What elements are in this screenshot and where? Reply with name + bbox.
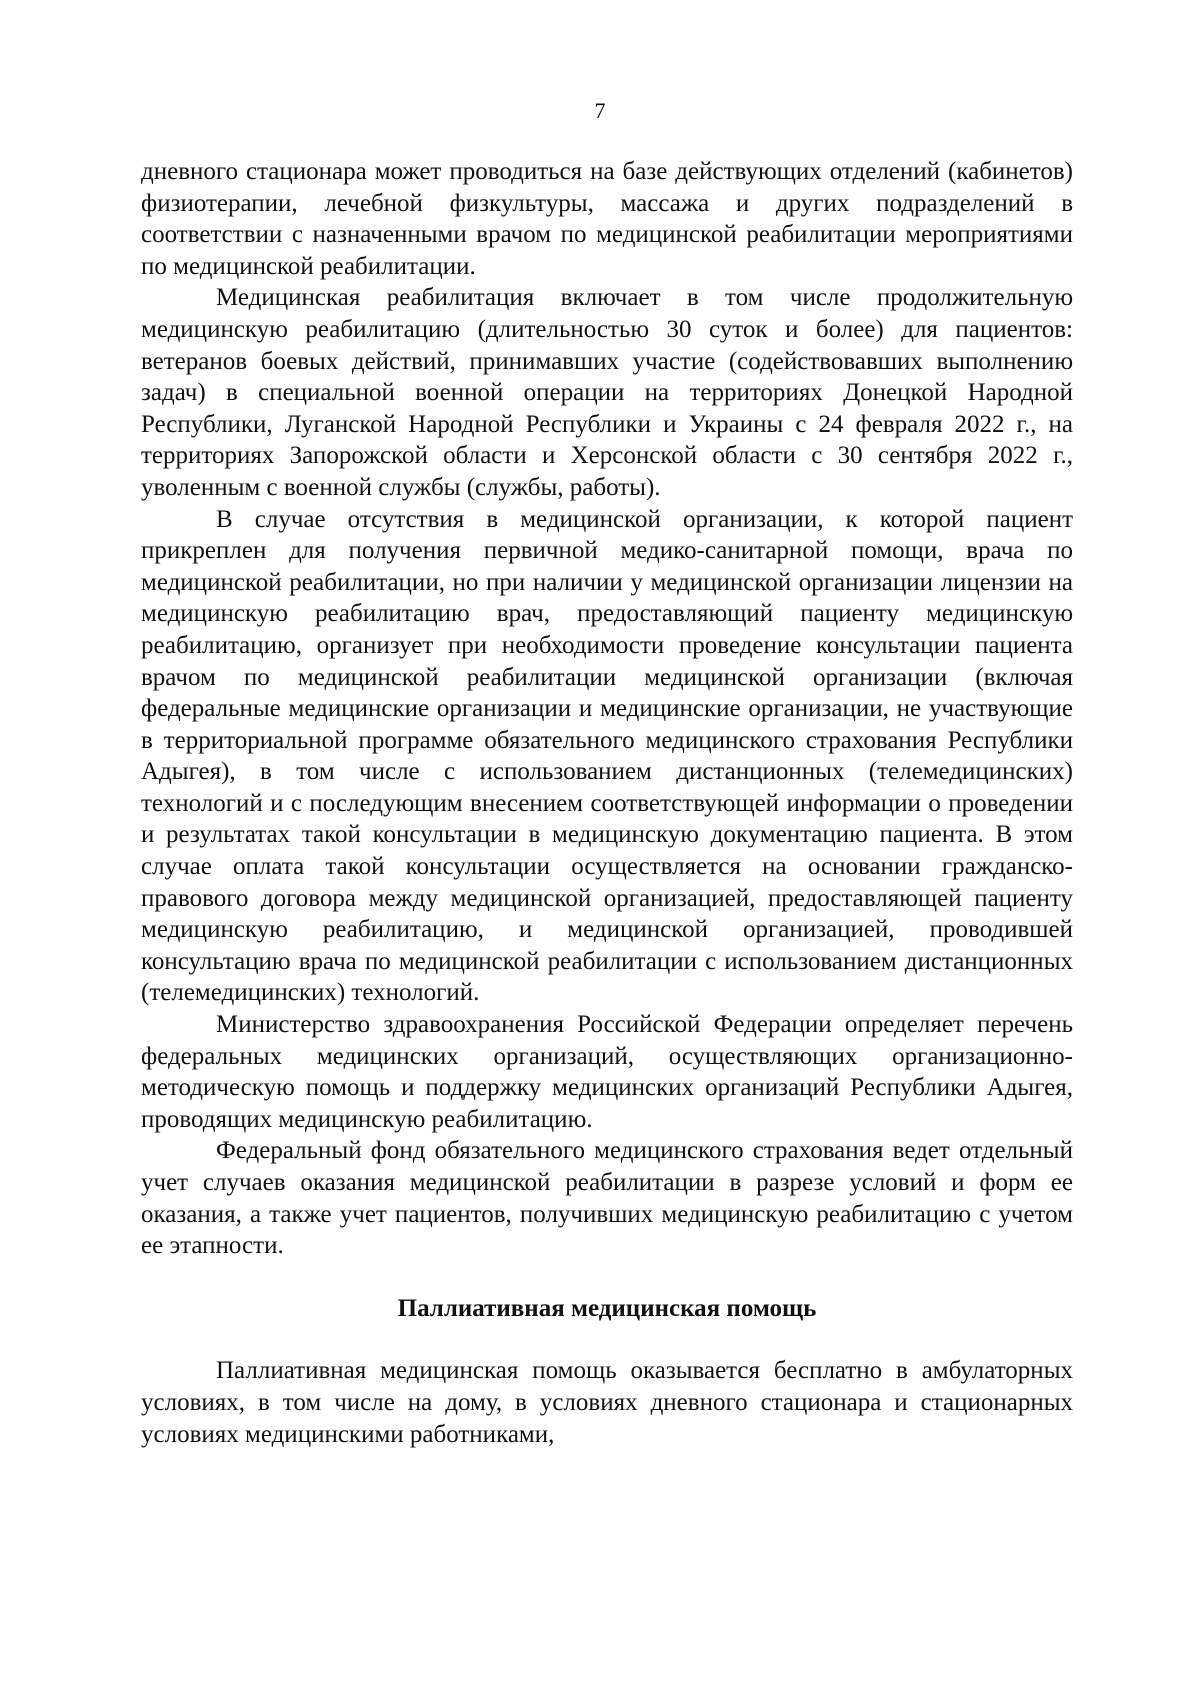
paragraph-continuation: дневного стационара может проводиться на базе действующих отделений (кабинетов) физиотерапии, лечебной физкультуры, массажа и других подразделений в соответствии с назначенными врачом по медицинской реабилитации мероприятиями по медицинской реабилитации.	[141, 158, 1073, 280]
paragraph-palliative: Паллиативная медицинская помощь оказывается бесплатно в амбулаторных условиях, в том числе на дому, в условиях дневного стационара и стационарных условиях медицинскими работниками,	[141, 1357, 1073, 1448]
document-body	[141, 156, 1073, 1450]
page-number: 7	[594, 98, 606, 123]
paragraph-telemedicine-consultation: В случае отсутствия в медицинской организации, к которой пациент прикреплен для получения первичной медико-санитарной помощи, врача по медицинской реабилитации, но при наличии у медицинской организации лицензии на медицинскую реабилитацию врач, предоставляющий пациенту медицинскую реабилитацию, организует при необходимости проведение консультации пациента врачом по медицинской реабилитации медицинской организации (включая федеральные медицинские организации и медицинские организации, не участвующие в территориальной программе обязательного медицинского страхования Республики Адыгея), в том числе с использованием дистанционных (телемедицинских) технологий и с последующим внесением соответствующей информации о проведении и результатах такой консультации в медицинскую документацию пациента. В этом случае оплата такой консультации осуществляется на основании гражданско-правового договора между медицинской организацией, предоставляющей пациенту медицинскую реабилитацию, и медицинской организацией, проводившей консультацию врача по медицинской реабилитации с использованием дистанционных (телемедицинских) технологий.	[141, 505, 1073, 1007]
paragraph-long-term-rehabilitation: Медицинская реабилитация включает в том числе продолжительную медицинскую реабилитацию (длительностью 30 суток и более) для пациентов: ветеранов боевых действий, принимавших участие (содействовавших выполнению задач) в специальной военной операции на территориях Донецкой Народной Республики, Луганской Народной Республики и Украины с 24 февраля 2022 г., на территориях Запорожской области и Херсонской области с 30 сентября 2022 г., уволенным с военной службы (службы, работы).	[141, 284, 1073, 501]
section-heading-palliative: Паллиативная медицинская помощь	[397, 1294, 817, 1322]
paragraph-ministry-list: Министерство здравоохранения Российской Федерации определяет перечень федеральных медицинских организаций, осуществляющих организационно-методическую помощь и поддержку медицинских организаций Республики Адыгея, проводящих медицинскую реабилитацию.	[141, 1011, 1073, 1133]
paragraph-federal-fund: Федеральный фонд обязательного медицинского страхования ведет отдельный учет случаев оказания медицинской реабилитации в разрезе условий и форм ее оказания, а также учет пациентов, получивших медицинскую реабилитацию с учетом ее этапности.	[141, 1137, 1073, 1260]
